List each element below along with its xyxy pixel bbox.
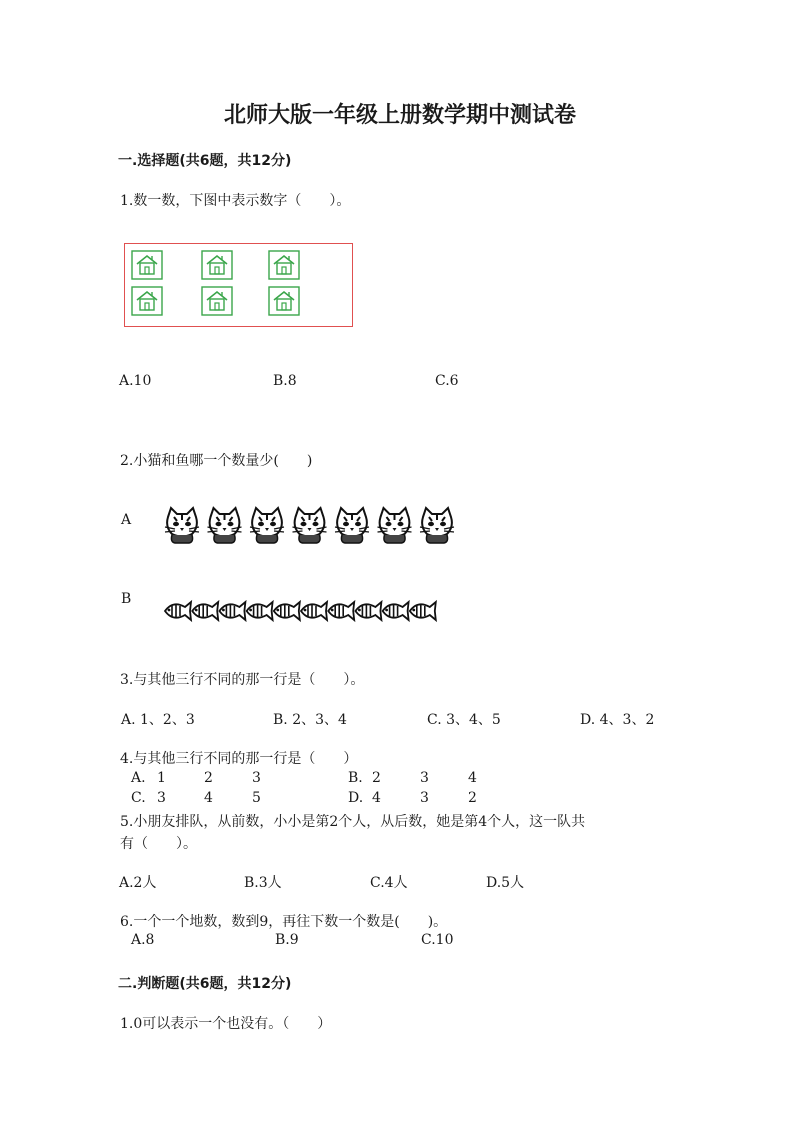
- q4-option-b-num: 4: [468, 770, 477, 786]
- q4-option-b-num: 2: [372, 770, 381, 786]
- q6-option-a: A.8: [131, 932, 155, 948]
- fish-row: [163, 599, 438, 627]
- house-icon: [268, 286, 300, 316]
- q3-option-a: A. 1、2、3: [121, 712, 195, 728]
- q3-option-c: C. 3、4、5: [427, 712, 501, 728]
- cat-icon: [293, 508, 327, 543]
- question-2: 2.小猫和鱼哪一个数量少( ): [120, 453, 313, 469]
- q4-option-d-num: 4: [372, 790, 381, 806]
- q1-option-a: A.10: [119, 373, 152, 389]
- cat-icon: [378, 508, 412, 543]
- question-1: 1.数一数，下图中表示数字（ ）。: [120, 193, 351, 209]
- cat-icon: [250, 508, 284, 543]
- q4-option-c-label: C.: [131, 790, 146, 806]
- q4-option-c-num: 3: [157, 790, 166, 806]
- fish-icon: [383, 602, 409, 620]
- question-3: 3.与其他三行不同的那一行是（ ）。: [120, 672, 365, 688]
- q3-option-d: D. 4、3、2: [580, 712, 655, 728]
- q4-option-a-label: A.: [131, 770, 146, 786]
- fish-icon: [355, 602, 381, 620]
- house-icon: [201, 286, 233, 316]
- q4-option-c-num: 5: [252, 790, 261, 806]
- cat-icon: [165, 508, 199, 543]
- q4-option-a-num: 2: [204, 770, 213, 786]
- q6-option-b: B.9: [275, 932, 299, 948]
- q5-option-b: B.3人: [244, 875, 282, 891]
- q2-label-b: B: [121, 591, 132, 607]
- q4-option-a-num: 3: [252, 770, 261, 786]
- q4-option-a-num: 1: [157, 770, 166, 786]
- q3-option-b: B. 2、3、4: [273, 712, 347, 728]
- q1-option-b: B.8: [273, 373, 297, 389]
- q4-option-c-num: 4: [204, 790, 213, 806]
- fish-icon: [274, 602, 300, 620]
- page-title: 北师大版一年级上册数学期中测试卷: [223, 102, 576, 128]
- section-heading-judgement: 二.判断题(共6题，共12分): [118, 976, 292, 992]
- q6-option-c: C.10: [421, 932, 454, 948]
- house-icon: [201, 250, 233, 280]
- fish-icon: [301, 602, 327, 620]
- q4-option-d-num: 3: [420, 790, 429, 806]
- q5-option-c: C.4人: [370, 875, 408, 891]
- fish-icon: [328, 602, 354, 620]
- q5-option-d: D.5人: [486, 875, 525, 891]
- cat-icon: [335, 508, 369, 543]
- q5-option-a: A.2人: [119, 875, 157, 891]
- judgement-1: 1.0可以表示一个也没有。（ ）: [120, 1016, 332, 1032]
- fish-icon: [165, 602, 191, 620]
- house-icon: [268, 250, 300, 280]
- house-figure-box: [124, 243, 353, 327]
- cat-icon: [208, 508, 242, 543]
- q4-option-d-label: D.: [348, 790, 364, 806]
- q4-option-b-label: B.: [348, 770, 363, 786]
- house-icon: [131, 250, 163, 280]
- cat-row: [162, 505, 457, 549]
- section-heading-choice: 一.选择题(共6题，共12分): [118, 153, 292, 169]
- cat-icon: [420, 508, 454, 543]
- question-5-line-1: 5.小朋友排队，从前数，小小是第2个人，从后数，她是第4个人，这一队共: [120, 814, 586, 830]
- house-icon: [131, 286, 163, 316]
- question-4: 4.与其他三行不同的那一行是（ ）: [120, 751, 358, 767]
- q1-option-c: C.6: [435, 373, 459, 389]
- fish-icon: [410, 602, 436, 620]
- question-5-line-2: 有（ ）。: [120, 836, 197, 852]
- fish-icon: [192, 602, 218, 620]
- q4-option-b-num: 3: [420, 770, 429, 786]
- question-6: 6.一个一个地数，数到9，再往下数一个数是( )。: [120, 914, 448, 930]
- fish-icon: [247, 602, 273, 620]
- q4-option-d-num: 2: [468, 790, 477, 806]
- q2-label-a: A: [121, 512, 132, 528]
- fish-icon: [219, 602, 245, 620]
